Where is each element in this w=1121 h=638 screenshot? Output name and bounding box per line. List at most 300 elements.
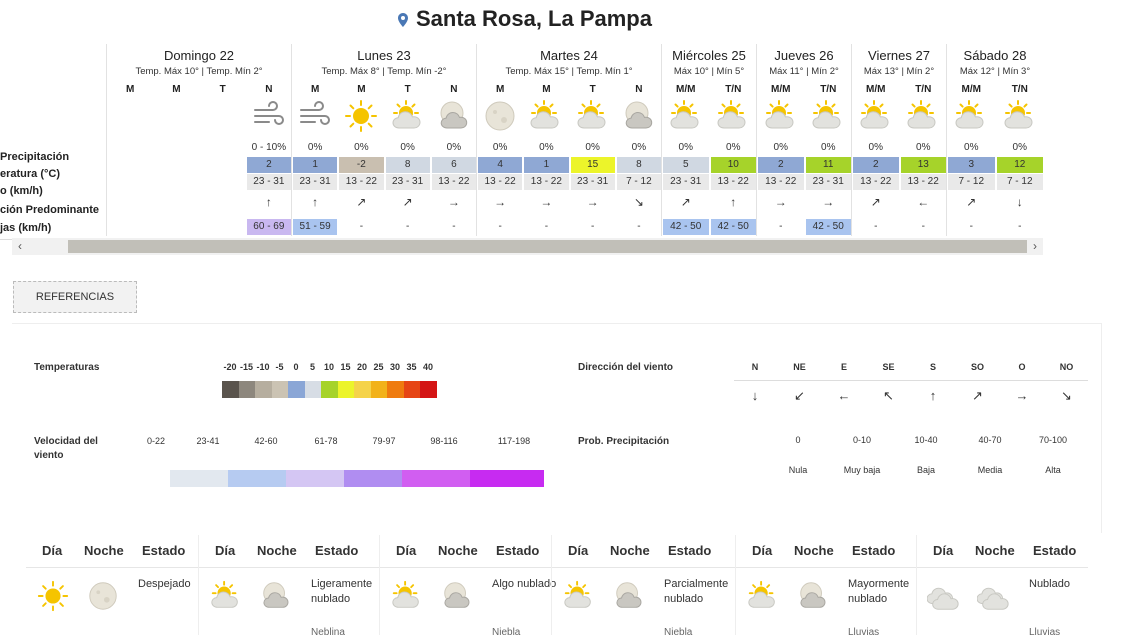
legend-group xyxy=(198,535,379,638)
references-panel xyxy=(12,323,1102,533)
temperature-scale-value: -5 xyxy=(275,362,284,372)
precipitation-value: 0% xyxy=(631,142,647,153)
wind-speed-value: 13 - 22 xyxy=(339,174,383,190)
wind-direction-arrow-icon: ↖ xyxy=(883,388,894,403)
wind-direction-arrow: ↗ xyxy=(402,195,413,209)
temperature-value: 8 xyxy=(386,157,430,173)
gust-value: - xyxy=(921,221,925,232)
day-column xyxy=(851,44,946,236)
wind-direction-label: Dirección del viento xyxy=(578,362,674,373)
period-label: M xyxy=(542,84,551,95)
wind-speed-scale-value: 61-78 xyxy=(314,436,338,446)
none-icon xyxy=(205,98,241,134)
legend-state-name: Nublado xyxy=(1029,578,1070,590)
wind-speed-value: 23 - 31 xyxy=(806,174,852,190)
legend-header-state: Estado xyxy=(852,543,896,558)
wind-speed-value: 23 - 31 xyxy=(293,174,337,190)
day-column xyxy=(291,44,476,236)
cloud-icon xyxy=(977,579,1011,613)
gust-value: - xyxy=(452,221,456,232)
legend-header-state: Estado xyxy=(315,543,359,558)
wind-speed-value: 13 - 22 xyxy=(711,174,757,190)
precipitation-value: 0% xyxy=(354,142,369,153)
precipitation-value: 0% xyxy=(492,142,508,153)
horizontal-scrollbar[interactable] xyxy=(12,238,1043,255)
precipitation-level: Media xyxy=(977,465,1003,475)
wind-direction-name: SO xyxy=(970,362,984,372)
sun-cloud-icon xyxy=(858,98,894,134)
forecast-slot xyxy=(900,44,948,236)
wind-speed-scale-value: 117-198 xyxy=(497,436,531,446)
day-name: Jueves 26 xyxy=(774,48,834,63)
gust-value: - xyxy=(498,221,502,232)
divider xyxy=(734,380,1088,381)
precipitation-level: Muy baja xyxy=(843,465,881,475)
sun-icon xyxy=(36,579,70,613)
moon-icon xyxy=(86,579,120,613)
legend-header-night: Noche xyxy=(438,543,478,558)
scroll-right-icon[interactable]: › xyxy=(1033,239,1037,253)
precipitation-range: 10-40 xyxy=(914,435,938,445)
temperature-value: 8 xyxy=(617,157,661,173)
wind-speed-value: 7 - 12 xyxy=(948,174,995,190)
period-label: M xyxy=(357,84,366,95)
wind-speed-value: 13 - 22 xyxy=(901,174,947,190)
gust-value: - xyxy=(405,221,410,232)
cloud-icon xyxy=(927,579,961,613)
temperature-scale-value: 5 xyxy=(309,362,315,372)
legend-state-name: Despejado xyxy=(138,578,191,590)
temperature-value: 2 xyxy=(853,157,899,173)
legend-header-state: Estado xyxy=(496,543,540,558)
scrollbar-thumb[interactable] xyxy=(68,240,1027,253)
wind-speed-value: 23 - 31 xyxy=(386,174,430,190)
row-label-temperature: eratura (°C) xyxy=(0,168,61,180)
wind-direction-arrow-icon: ↙ xyxy=(794,388,805,403)
precipitation-level: Alta xyxy=(1045,465,1061,475)
sun-cloud-icon xyxy=(575,98,611,134)
temperature-scale-value: -20 xyxy=(223,362,237,372)
day-temp-summary: Máx 10° | Mín 5° xyxy=(673,66,745,77)
temperature-color-swatch xyxy=(404,381,421,398)
period-label: M/M xyxy=(676,84,696,95)
temperature-value: 1 xyxy=(293,157,337,173)
legend-header-night: Noche xyxy=(84,543,124,558)
period-label: T xyxy=(404,84,411,95)
period-label: N xyxy=(635,84,643,95)
wind-direction-name: O xyxy=(1018,362,1026,372)
temperature-scale-value: 30 xyxy=(389,362,400,372)
moon-cloud-icon xyxy=(612,579,646,613)
temperature-color-swatch xyxy=(321,381,338,398)
wind-color-swatch xyxy=(470,470,544,487)
legend-header-day: Día xyxy=(752,543,773,558)
forecast-slot xyxy=(523,44,569,236)
temperature-color-swatch xyxy=(387,381,404,398)
temperature-color-swatch xyxy=(222,381,239,398)
wind-speed-value: 23 - 31 xyxy=(663,174,709,190)
wind-speed-scale-value: 79-97 xyxy=(372,436,396,446)
period-label: T/N xyxy=(1011,84,1028,95)
forecast-slot xyxy=(757,44,805,236)
legend-header-night: Noche xyxy=(257,543,297,558)
moon-cloud-icon xyxy=(440,579,474,613)
temperature-value: 12 xyxy=(997,157,1044,173)
gust-value: - xyxy=(544,221,549,232)
wind-direction-arrow: ↗ xyxy=(680,195,691,209)
legend-state-name: Algo nublado xyxy=(492,578,557,590)
wind-direction-arrow-icon: ↓ xyxy=(751,388,759,403)
weather-state-legend xyxy=(26,535,1088,638)
wind-direction-name: S xyxy=(929,362,936,372)
legend-header-night: Noche xyxy=(975,543,1015,558)
precipitation-value: 0% xyxy=(726,142,741,153)
day-temp-summary: Temp. Máx 10° | Temp. Mín 2° xyxy=(135,66,263,77)
precipitation-value: 0% xyxy=(1012,142,1027,153)
gust-value: - xyxy=(1018,221,1022,232)
sun-cloud-icon xyxy=(746,579,780,613)
forecast-slot xyxy=(153,44,199,236)
precipitation-value: 0% xyxy=(446,142,462,153)
legend-header-state: Estado xyxy=(668,543,712,558)
wind-direction-arrow: ↗ xyxy=(870,195,881,209)
forecast-table xyxy=(0,40,1043,240)
temperature-color-swatch xyxy=(338,381,355,398)
wind-direction-arrow-icon: ↗ xyxy=(972,388,983,403)
divider xyxy=(380,567,551,568)
wind-direction-arrow-icon: ← xyxy=(837,388,851,403)
wind-direction-name: NE xyxy=(793,362,806,372)
temperature-color-swatch xyxy=(354,381,371,398)
moon-cloud-icon xyxy=(436,98,472,134)
day-column xyxy=(946,44,1043,236)
period-label: M xyxy=(125,84,135,95)
gust-value: 42 - 50 xyxy=(663,219,709,235)
forecast-slot xyxy=(431,44,477,236)
location-pin-icon xyxy=(398,13,408,27)
temperature-color-swatch xyxy=(305,381,322,398)
period-label: T/N xyxy=(820,84,837,95)
precipitation-value: 0 - 10% xyxy=(251,142,287,153)
wind-direction-arrow-icon: ↘ xyxy=(1061,388,1072,403)
day-name: Miércoles 25 xyxy=(672,48,746,63)
forecast-slot xyxy=(477,44,523,236)
row-label-precipitation: Precipitación xyxy=(0,151,70,163)
sun-cloud-icon xyxy=(1002,98,1038,134)
legend-group xyxy=(916,535,1088,638)
temperature-value: 4 xyxy=(478,157,522,173)
wind-icon xyxy=(251,98,287,134)
period-label: M xyxy=(495,84,505,95)
temperature-color-swatch xyxy=(371,381,388,398)
gust-value: 42 - 50 xyxy=(711,219,757,235)
forecast-slot xyxy=(616,44,662,236)
precipitation-value: 0% xyxy=(400,142,415,153)
legend-next-state: Lluvias xyxy=(848,627,880,638)
period-label: M/M xyxy=(866,84,886,95)
row-label-wind-speed: o (km/h) xyxy=(0,185,43,197)
wind-direction-arrow: ↗ xyxy=(356,195,367,209)
legend-group xyxy=(735,535,916,638)
temperature-value: 13 xyxy=(901,157,947,173)
sun-icon xyxy=(343,98,379,134)
temperature-color-swatch xyxy=(272,381,289,398)
period-label: T xyxy=(589,84,596,95)
period-label: M xyxy=(172,84,181,95)
forecast-slot xyxy=(662,44,710,236)
forecast-slot xyxy=(292,44,338,236)
divider xyxy=(199,567,379,568)
period-label: M/M xyxy=(771,84,791,95)
wind-speed-scale-label: Velocidad del viento xyxy=(34,436,98,461)
wind-direction-name: SE xyxy=(882,362,895,372)
precipitation-value: 0% xyxy=(821,142,836,153)
day-column xyxy=(661,44,756,236)
wind-speed-value: 13 - 22 xyxy=(524,174,568,190)
day-name: Viernes 27 xyxy=(868,48,930,63)
gust-value: - xyxy=(359,221,364,232)
row-label-gusts: jas (km/h) xyxy=(0,222,52,234)
wind-direction-arrow: ↓ xyxy=(1016,195,1023,209)
wind-color-swatch xyxy=(402,470,470,487)
city-name: Santa Rosa, La Pampa xyxy=(416,6,652,31)
wind-direction-name: N xyxy=(751,362,759,372)
day-temp-summary: Temp. Máx 8° | Temp. Mín -2° xyxy=(321,66,447,77)
temperature-value: 11 xyxy=(806,157,852,173)
sun-cloud-icon xyxy=(668,98,704,134)
period-label: M xyxy=(310,84,320,95)
precipitation-level: Nula xyxy=(788,465,808,475)
forecast-slot xyxy=(338,44,384,236)
day-name: Sábado 28 xyxy=(963,48,1027,63)
forecast-slot xyxy=(200,44,246,236)
gust-value: 42 - 50 xyxy=(806,219,852,235)
gust-value: 51 - 59 xyxy=(293,219,337,235)
legend-header-day: Día xyxy=(396,543,417,558)
forecast-slot xyxy=(385,44,431,236)
day-column xyxy=(756,44,851,236)
wind-color-swatch xyxy=(286,470,344,487)
day-column xyxy=(476,44,661,236)
legend-next-state: Niebla xyxy=(664,627,693,638)
wind-speed-value: 13 - 22 xyxy=(432,174,476,190)
wind-icon xyxy=(297,98,333,134)
day-temp-summary: Máx 11° | Mín 2° xyxy=(769,66,839,77)
temperature-scale-value: 35 xyxy=(406,362,417,372)
sun-cloud-icon xyxy=(528,98,564,134)
temperature-scale-value: 40 xyxy=(422,362,433,372)
precipitation-range: 70-100 xyxy=(1038,435,1068,445)
legend-header-state: Estado xyxy=(142,543,186,558)
moon-cloud-icon xyxy=(621,98,657,134)
legend-header-day: Día xyxy=(568,543,589,558)
legend-group xyxy=(551,535,735,638)
precipitation-value: 0% xyxy=(868,142,883,153)
wind-speed-value: 7 - 12 xyxy=(617,174,661,190)
legend-next-state: Niebla xyxy=(492,627,521,638)
wind-direction-arrow: → xyxy=(822,195,835,209)
divider xyxy=(26,567,198,568)
precipitation-value: 0% xyxy=(307,142,323,153)
wind-direction-name: NO xyxy=(1059,362,1074,372)
sun-cloud-icon xyxy=(953,98,989,134)
temperature-value: 5 xyxy=(663,157,709,173)
gust-value: - xyxy=(637,221,641,232)
legend-state-name: Mayormente nublado xyxy=(848,578,910,605)
day-name: Lunes 23 xyxy=(357,48,411,63)
legend-header-day: Día xyxy=(42,543,63,558)
wind-speed-scale-value: 98-116 xyxy=(430,436,458,446)
row-label-wind-direction: ción Predominante xyxy=(0,204,100,216)
gust-value: - xyxy=(874,221,878,232)
forecast-slot xyxy=(852,44,900,236)
moon-cloud-icon xyxy=(259,579,293,613)
temperature-scale-value: 15 xyxy=(340,362,351,372)
page-title xyxy=(0,6,1050,32)
wind-speed-scale-value: 42-60 xyxy=(254,436,278,446)
wind-direction-arrow: ↑ xyxy=(312,195,319,209)
temperature-scale-label: Temperaturas xyxy=(34,362,100,373)
period-label: T xyxy=(219,84,226,95)
period-label: T/N xyxy=(725,84,742,95)
precipitation-value: 0% xyxy=(964,142,979,153)
temperature-value: 2 xyxy=(247,157,291,173)
legend-next-state: Lluvias xyxy=(1029,627,1061,638)
wind-direction-arrow: → xyxy=(494,195,507,209)
temperature-color-swatch xyxy=(255,381,272,398)
day-temp-summary: Máx 12° | Mín 3° xyxy=(959,66,1031,77)
sun-cloud-icon xyxy=(810,98,846,134)
temperature-scale-value: 25 xyxy=(373,362,384,372)
legend-header-day: Día xyxy=(215,543,236,558)
legend-header-state: Estado xyxy=(1033,543,1077,558)
sun-cloud-icon xyxy=(715,98,751,134)
wind-speed-scale-value: 0-22 xyxy=(146,436,165,446)
temperature-scale-value: 0 xyxy=(293,362,299,372)
temperature-value: 2 xyxy=(758,157,804,173)
precipitation-range: 40-70 xyxy=(978,435,1002,445)
sun-cloud-icon xyxy=(763,98,799,134)
forecast-slot xyxy=(805,44,853,236)
wind-direction-arrow: → xyxy=(586,195,599,209)
temperature-scale-value: -15 xyxy=(239,362,253,372)
period-label: M/M xyxy=(961,84,981,95)
temperature-scale-value: 10 xyxy=(323,362,334,372)
scroll-left-icon[interactable]: ‹ xyxy=(18,239,22,253)
forecast-slot xyxy=(996,44,1045,236)
wind-direction-arrow: ↑ xyxy=(265,195,272,209)
forecast-slot xyxy=(107,44,153,236)
day-column xyxy=(106,44,291,236)
wind-direction-arrow-icon: ↑ xyxy=(929,388,937,403)
temperature-value: 1 xyxy=(524,157,568,173)
precipitation-value: 0% xyxy=(539,142,554,153)
day-name: Martes 24 xyxy=(540,48,598,63)
sun-cloud-icon xyxy=(390,579,424,613)
divider xyxy=(917,567,1088,568)
moon-icon xyxy=(482,98,518,134)
wind-direction-arrow: → xyxy=(774,195,787,209)
legend-state-name: Parcialmente nublado xyxy=(664,578,729,605)
wind-color-swatch xyxy=(344,470,402,487)
divider xyxy=(736,567,916,568)
gust-value: 60 - 69 xyxy=(247,219,291,235)
legend-header-night: Noche xyxy=(794,543,834,558)
temperature-value: 10 xyxy=(711,157,757,173)
wind-direction-name: E xyxy=(840,362,847,372)
gust-value: - xyxy=(779,221,783,232)
wind-direction-arrow: → xyxy=(447,195,460,209)
precipitation-value: 0% xyxy=(678,142,693,153)
temperature-color-swatch xyxy=(288,381,305,398)
precipitation-probability-label: Prob. Precipitación xyxy=(578,436,670,447)
wind-direction-arrow: ↑ xyxy=(730,195,737,209)
temperature-value: -2 xyxy=(339,157,383,173)
temperature-color-swatch xyxy=(239,381,256,398)
temperature-value: 15 xyxy=(571,157,615,173)
wind-speed-value: 23 - 31 xyxy=(247,174,291,190)
wind-direction-arrow: ↘ xyxy=(633,195,644,209)
wind-direction-arrow: ← xyxy=(917,195,930,209)
precipitation-value: 0% xyxy=(916,142,931,153)
legend-header-day: Día xyxy=(933,543,954,558)
none-icon xyxy=(112,98,148,134)
gust-value: - xyxy=(969,221,973,232)
day-temp-summary: Temp. Máx 15° | Temp. Mín 1° xyxy=(505,66,633,77)
precipitation-range: 0-10 xyxy=(852,435,871,445)
references-button[interactable]: REFERENCIAS xyxy=(13,281,137,313)
wind-color-swatch xyxy=(170,470,228,487)
wind-speed-value: 13 - 22 xyxy=(853,174,899,190)
precipitation-level: Baja xyxy=(916,465,935,475)
forecast-slot xyxy=(947,44,996,236)
wind-speed-scale-value: 23-41 xyxy=(196,436,220,446)
wind-direction-arrow-icon: → xyxy=(1015,388,1029,403)
temperature-value: 3 xyxy=(948,157,995,173)
legend-header-night: Noche xyxy=(610,543,650,558)
none-icon xyxy=(158,98,194,134)
moon-cloud-icon xyxy=(796,579,830,613)
temperature-color-swatch xyxy=(420,381,437,398)
divider xyxy=(552,567,735,568)
forecast-slot xyxy=(570,44,616,236)
sun-cloud-icon xyxy=(562,579,596,613)
wind-direction-arrow: ↗ xyxy=(966,195,977,209)
temperature-scale-value: 20 xyxy=(356,362,367,372)
temperature-value: 6 xyxy=(432,157,476,173)
gust-value: - xyxy=(590,221,595,232)
sun-cloud-icon xyxy=(905,98,941,134)
sun-cloud-icon xyxy=(390,98,426,134)
legend-group xyxy=(26,535,198,635)
sun-cloud-icon xyxy=(209,579,243,613)
period-label: T/N xyxy=(915,84,932,95)
wind-color-swatch xyxy=(228,470,286,487)
day-temp-summary: Máx 13° | Mín 2° xyxy=(863,66,935,77)
wind-speed-value: 13 - 22 xyxy=(478,174,522,190)
precipitation-value: 0% xyxy=(585,142,600,153)
wind-speed-value: 7 - 12 xyxy=(997,174,1044,190)
period-label: N xyxy=(265,84,273,95)
legend-next-state: Neblina xyxy=(311,627,345,638)
wind-speed-value: 23 - 31 xyxy=(571,174,615,190)
temperature-scale-value: -10 xyxy=(256,362,270,372)
legend-group xyxy=(379,535,557,638)
precipitation-value: 0% xyxy=(773,142,788,153)
day-name: Domingo 22 xyxy=(163,48,235,63)
wind-direction-arrow: → xyxy=(540,195,553,209)
period-label: N xyxy=(450,84,458,95)
